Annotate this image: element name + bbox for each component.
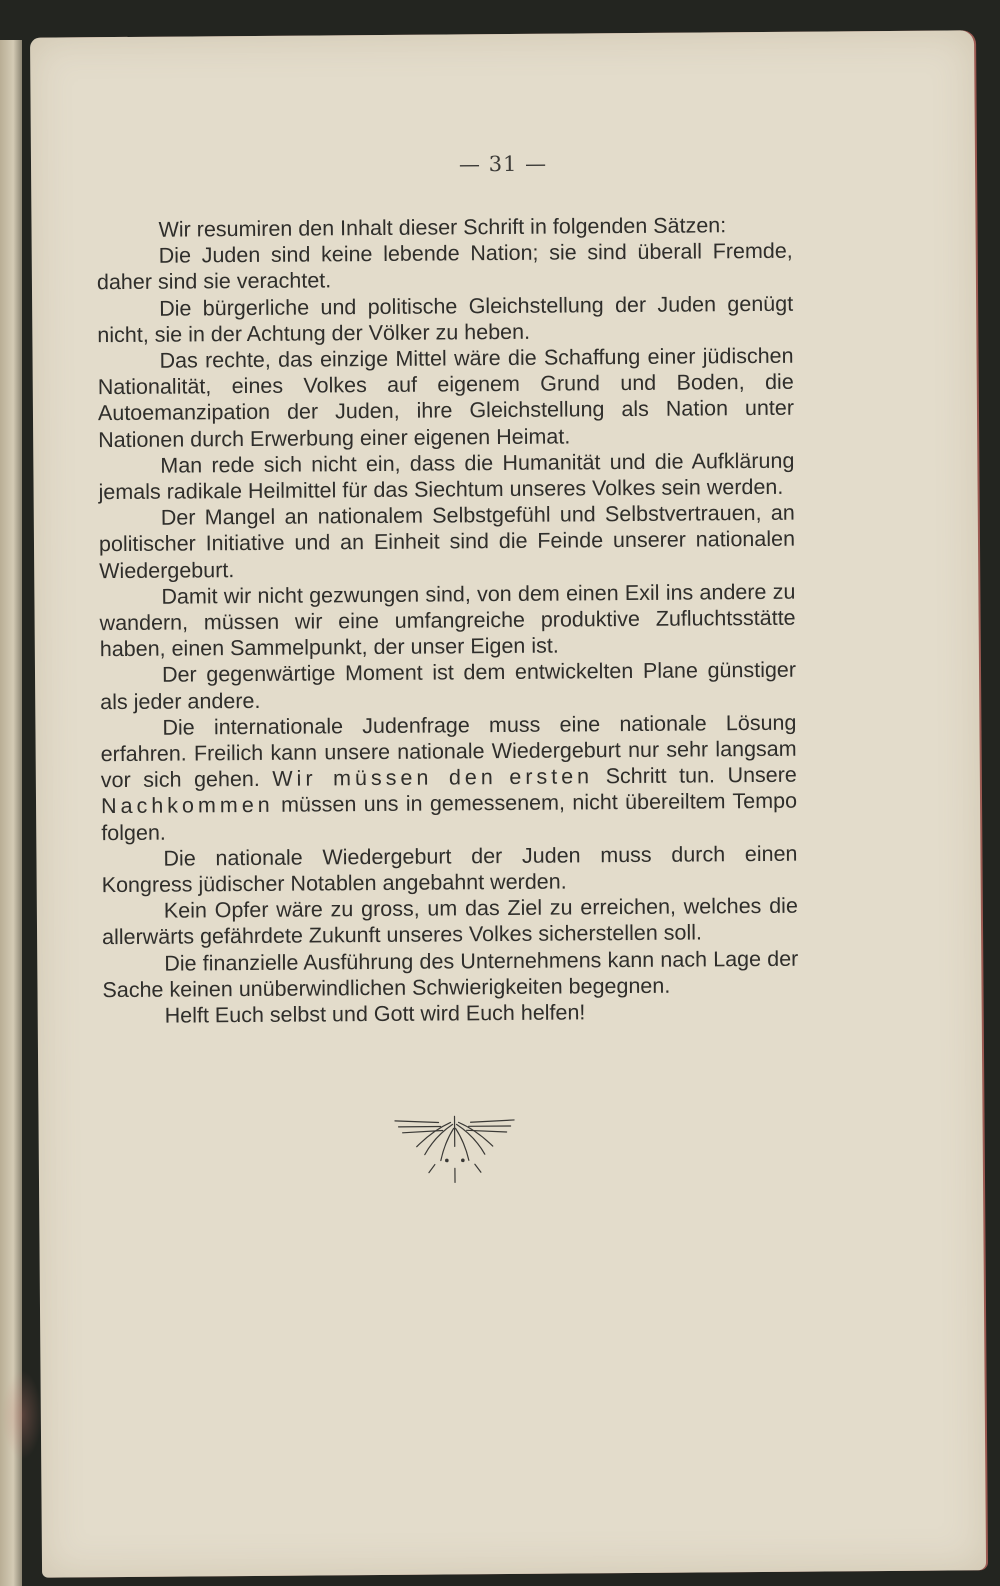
paragraph-1: Wir resumiren den Inhalt dieser Schrift in folgenden Sätzen: bbox=[158, 213, 727, 242]
paper-stain bbox=[2, 1370, 42, 1460]
body-text bbox=[96, 212, 798, 1030]
paragraph-5: Man rede sich nicht ein, dass die Humanität und die Aufklärung jemals radikale Heilmittel für das Siechtum unseres Volkes sein werden. bbox=[98, 448, 795, 505]
paragraph-9-part-f: müssen uns in gemessenem, nicht übereiltem Tempo folgen. bbox=[101, 789, 798, 845]
paragraph-2: Die Juden sind keine lebende Nation; sie sind überall Fremde, daher sind sie verachtet. bbox=[96, 238, 793, 295]
paragraph-8: Der gegenwärtige Moment ist dem entwickelten Plane günstiger als jeder andere. bbox=[100, 658, 797, 714]
previous-page-edge bbox=[0, 40, 22, 1586]
paragraph-4: Das rechte, das einzige Mittel wäre die Schaffung einer jüdischen Nationalität, eines Volkes auf eigenem Grund und Boden, die Autoemanzipation der Juden, ihre Gleichstellung als Nation unter Nationen durch Erwerbung einer eigenen Heimat. bbox=[97, 343, 795, 452]
paragraph-9-part-c: ersten bbox=[509, 764, 594, 790]
paragraph-13: Helft Euch selbst und Gott wird Euch helfen! bbox=[164, 1000, 586, 1028]
paragraph-7: Damit wir nicht gezwungen sind, von dem einen Exil ins andere zu wandern, müssen wir eine umfangreiche produktive Zufluchtsstätte haben, einen Sammelpunkt, der unser Eigen ist. bbox=[99, 579, 796, 662]
page-number: — 31 — bbox=[458, 151, 548, 177]
paragraph-11: Kein Opfer wäre zu gross, um das Ziel zu erreichen, welches die allerwärts gefährdete Zukunft unseres Volkes sicherstellen soll. bbox=[101, 893, 798, 950]
paragraph-9-part-d: Schritt tun. Unsere bbox=[605, 762, 797, 789]
paragraph-9-part-e: Nachkommen bbox=[100, 793, 274, 819]
paragraph-6: Der Mangel an nationalem Selbstgefühl und Selbstvertrauen, an politischer Initiative und an Einheit sind die Feinde unserer nationalen Wiedergeburt. bbox=[98, 500, 796, 583]
paragraph-12: Die finanzielle Ausführung des Unternehmens kann nach Lage der Sache keinen unüberwindlichen Schwierigkeiten begegnen. bbox=[102, 946, 799, 1003]
paragraph-3: Die bürgerliche und politische Gleichstellung der Juden genügt nicht, sie in der Achtung der Völker zu heben. bbox=[97, 291, 794, 347]
book-page bbox=[30, 30, 986, 1577]
fleuron-ornament-icon bbox=[394, 1106, 515, 1187]
paragraph-9-part-a: Die internationale Judenfrage muss eine nationale Lösung erfahren. Freilich kann unsere nationale Wiedergeburt nur sehr langsam vor sich gehen. bbox=[100, 710, 797, 793]
paragraph-9 bbox=[100, 710, 797, 846]
paragraph-10: Die nationale Wiedergeburt der Juden muss durch einen Kongress jüdischer Notablen angebahnt werden. bbox=[101, 841, 798, 898]
paragraph-9-part-b: Wir müssen den bbox=[272, 765, 497, 792]
